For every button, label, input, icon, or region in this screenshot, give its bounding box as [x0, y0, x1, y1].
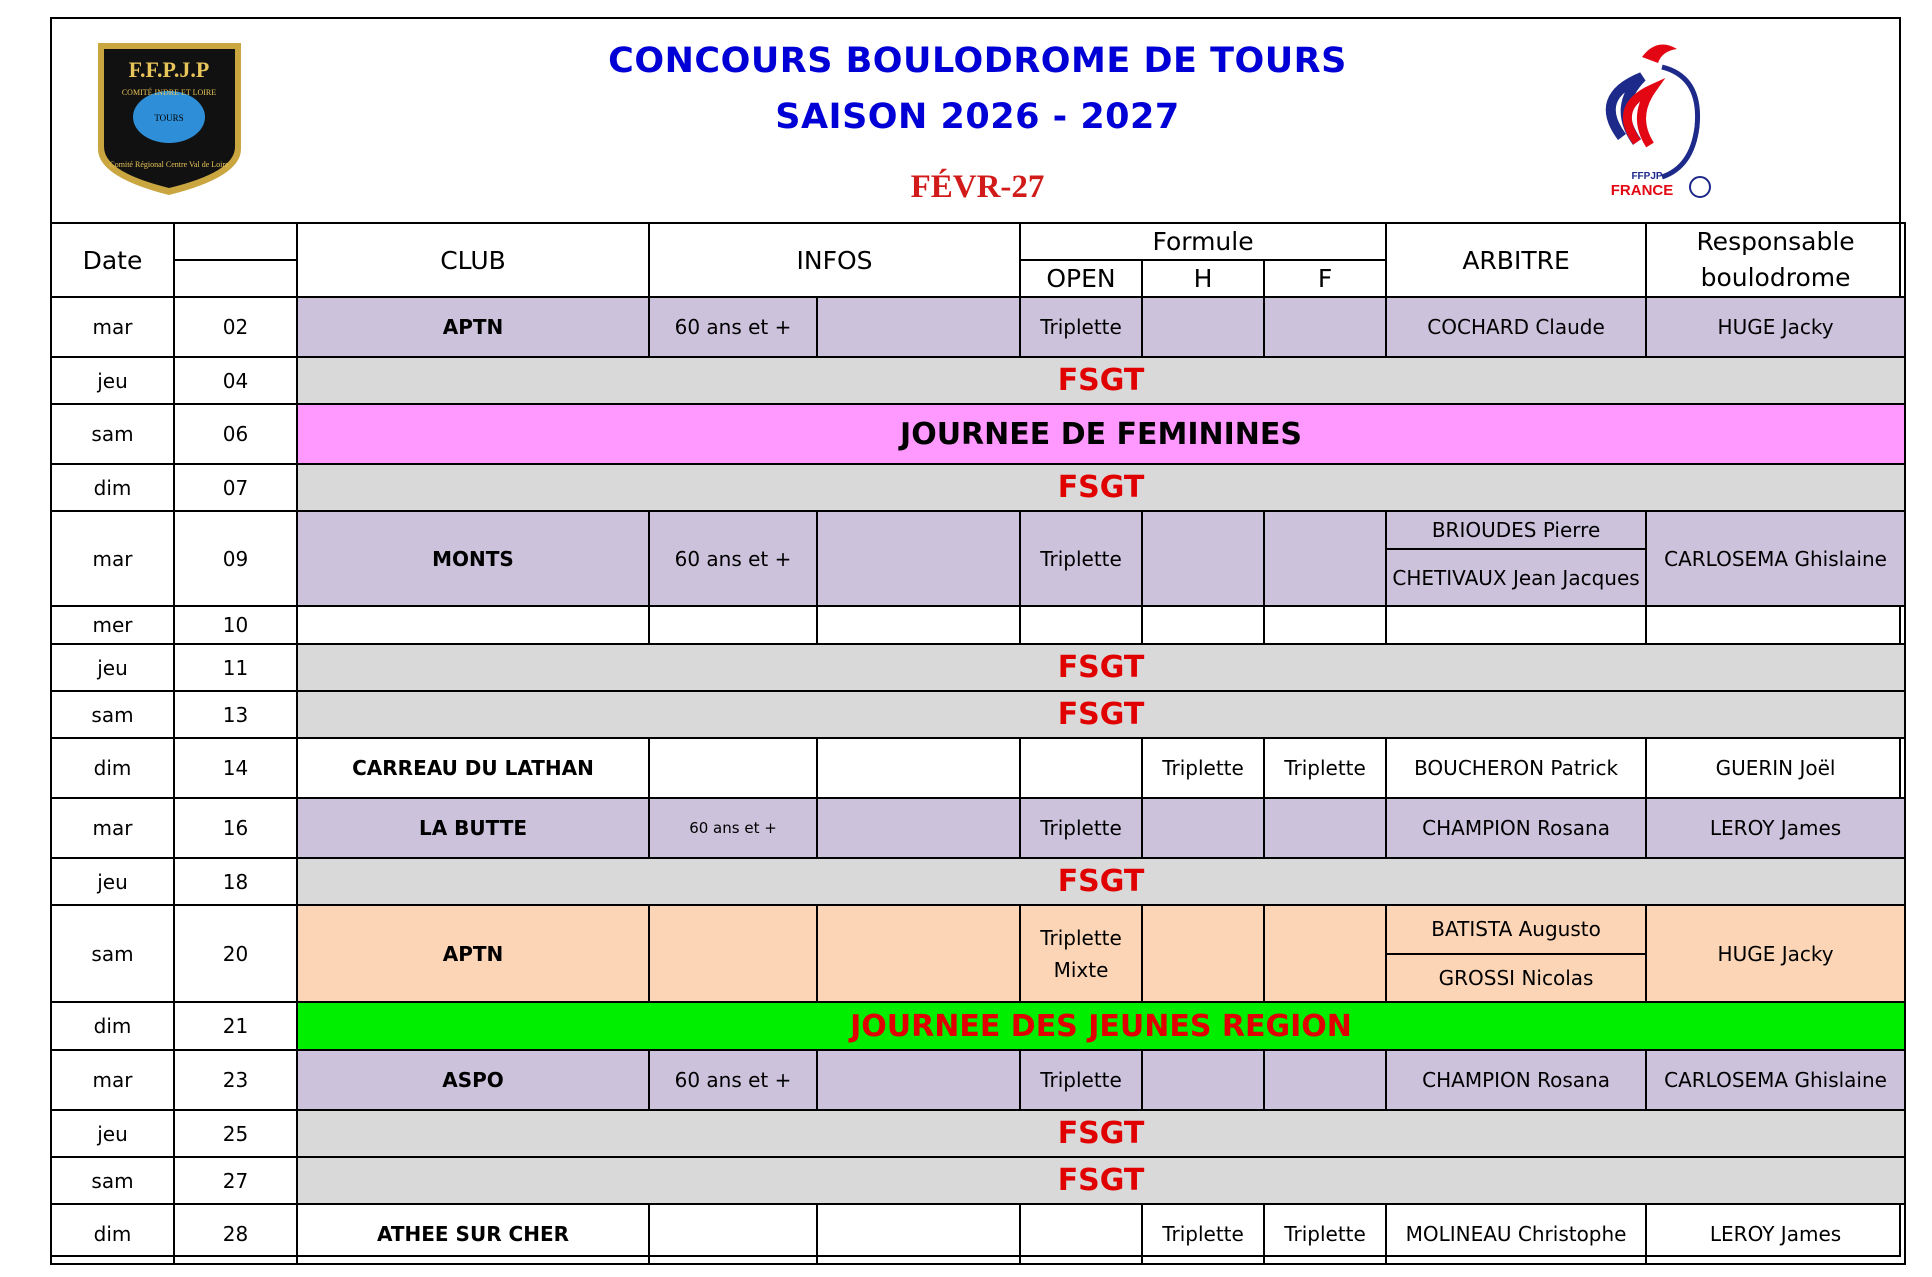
table-row: [51, 1002, 1905, 1050]
svg-text:F.F.P.J.P: F.F.P.J.P: [128, 57, 210, 82]
arbitre-cell: [1386, 905, 1646, 1002]
infos-cell: 60 ans et +: [649, 1050, 817, 1110]
svg-text:TOURS: TOURS: [154, 113, 184, 123]
club-cell: LA BUTTE: [297, 798, 649, 858]
infos-extra-cell: [817, 606, 1020, 644]
day-cell: jeu: [51, 357, 174, 404]
table-row: [51, 357, 1905, 404]
club-cell: CARREAU DU LATHAN: [297, 738, 649, 798]
h-cell: [1142, 511, 1264, 606]
banner-cell: FSGT: [297, 858, 1905, 905]
club-cell: MONTS: [297, 511, 649, 606]
col-arbitre: ARBITRE: [1386, 223, 1646, 297]
responsable-cell: LEROY James: [1646, 798, 1905, 858]
col-responsable: Responsable boulodrome: [1646, 223, 1905, 297]
f-cell: [1264, 511, 1386, 606]
ffpjp-france-rooster-logo: [1582, 37, 1732, 207]
day-cell: mar: [51, 511, 174, 606]
day-cell: jeu: [51, 1110, 174, 1157]
infos-extra-cell: [817, 1050, 1020, 1110]
col-club: CLUB: [297, 223, 649, 297]
date-cell: 02: [174, 297, 297, 357]
infos-cell: 60 ans et +: [649, 297, 817, 357]
date-cell: 10: [174, 606, 297, 644]
header: [52, 19, 1899, 224]
f-cell: [1264, 798, 1386, 858]
responsable-cell: [1646, 606, 1905, 644]
day-cell: mar: [51, 297, 174, 357]
date-cell: 20: [174, 905, 297, 1002]
infos-extra-cell: [817, 905, 1020, 1002]
table-row: [51, 297, 1905, 357]
arbitre-cell: BOUCHERON Patrick: [1386, 738, 1646, 798]
title-line-1: CONCOURS BOULODROME DE TOURS: [608, 41, 1347, 81]
table-row: [51, 404, 1905, 464]
date-cell: 13: [174, 691, 297, 738]
club-cell: ASPO: [297, 1050, 649, 1110]
day-cell: sam: [51, 404, 174, 464]
h-cell: Triplette: [1142, 1204, 1264, 1264]
open-cell: Triplette: [1020, 1050, 1142, 1110]
schedule-table: [50, 222, 1906, 1265]
arbitre-1: BATISTA Augusto: [1431, 917, 1601, 942]
arbitre-cell: [1386, 511, 1646, 606]
open-cell: Triplette: [1020, 798, 1142, 858]
day-cell: sam: [51, 1157, 174, 1204]
day-cell: sam: [51, 905, 174, 1002]
infos-cell: [649, 738, 817, 798]
date-cell: 04: [174, 357, 297, 404]
table-row: [51, 464, 1905, 511]
banner-cell: JOURNEE DE FEMININES: [297, 404, 1905, 464]
arbitre-cell: [1386, 606, 1646, 644]
col-blank-bottom: [174, 260, 297, 297]
day-cell: dim: [51, 1204, 174, 1264]
infos-cell: 60 ans et +: [649, 511, 817, 606]
f-cell: [1264, 1050, 1386, 1110]
h-cell: Triplette: [1142, 738, 1264, 798]
col-open: OPEN: [1020, 260, 1142, 297]
day-cell: mer: [51, 606, 174, 644]
arbitre-1: BRIOUDES Pierre: [1431, 518, 1601, 543]
banner-cell: FSGT: [297, 1157, 1905, 1204]
svg-text:Comité Régional Centre Val de: Comité Régional Centre Val de Loire: [109, 160, 229, 169]
club-cell: ATHEE SUR CHER: [297, 1204, 649, 1264]
date-cell: 11: [174, 644, 297, 691]
arbitre-cell: CHAMPION Rosana: [1386, 798, 1646, 858]
day-cell: mar: [51, 1050, 174, 1110]
date-cell: 25: [174, 1110, 297, 1157]
date-cell: 16: [174, 798, 297, 858]
svg-text:FFPJP: FFPJP: [1631, 171, 1663, 182]
col-infos: INFOS: [649, 223, 1020, 297]
club-cell: APTN: [297, 905, 649, 1002]
open-cell: [1020, 1204, 1142, 1264]
day-cell: sam: [51, 691, 174, 738]
date-cell: 27: [174, 1157, 297, 1204]
arbitre-cell: MOLINEAU Christophe: [1386, 1204, 1646, 1264]
table-row: [51, 1050, 1905, 1110]
table-row: [51, 905, 1905, 1002]
h-cell: [1142, 297, 1264, 357]
day-cell: mar: [51, 798, 174, 858]
date-cell: 21: [174, 1002, 297, 1050]
infos-cell: [649, 905, 817, 1002]
day-cell: jeu: [51, 644, 174, 691]
arbitre-2: CHETIVAUX Jean Jacques: [1387, 548, 1645, 605]
date-cell: 14: [174, 738, 297, 798]
infos-cell: [649, 606, 817, 644]
table-row: [51, 644, 1905, 691]
open-cell: [1020, 738, 1142, 798]
f-cell: Triplette: [1264, 1204, 1386, 1264]
title-line-2: SAISON 2026 - 2027: [775, 97, 1180, 137]
banner-cell: FSGT: [297, 691, 1905, 738]
day-cell: dim: [51, 738, 174, 798]
date-cell: 28: [174, 1204, 297, 1264]
arbitre-2: GROSSI Nicolas: [1387, 953, 1645, 1002]
responsable-cell: CARLOSEMA Ghislaine: [1646, 511, 1905, 606]
banner-cell: FSGT: [297, 644, 1905, 691]
f-cell: Triplette: [1264, 738, 1386, 798]
open-cell: Triplette: [1020, 511, 1142, 606]
day-cell: dim: [51, 1002, 174, 1050]
infos-cell: 60 ans et +: [649, 798, 817, 858]
h-cell: [1142, 1050, 1264, 1110]
banner-cell: FSGT: [297, 1110, 1905, 1157]
month-label: FÉVR-27: [910, 169, 1045, 205]
open-cell: [1020, 606, 1142, 644]
table-row: [51, 858, 1905, 905]
responsable-cell: GUERIN Joël: [1646, 738, 1905, 798]
svg-text:COMITÉ INDRE ET LOIRE: COMITÉ INDRE ET LOIRE: [121, 88, 217, 97]
col-blank-top: [174, 223, 297, 260]
banner-cell: FSGT: [297, 464, 1905, 511]
infos-extra-cell: [817, 1204, 1020, 1264]
h-cell: [1142, 905, 1264, 1002]
f-cell: [1264, 905, 1386, 1002]
table-row: [51, 606, 1905, 644]
club-cell: APTN: [297, 297, 649, 357]
col-date: Date: [51, 223, 174, 297]
arbitre-cell: COCHARD Claude: [1386, 297, 1646, 357]
infos-extra-cell: [817, 297, 1020, 357]
responsable-cell: LEROY James: [1646, 1204, 1905, 1264]
infos-extra-cell: [817, 798, 1020, 858]
banner-cell: JOURNEE DES JEUNES REGION: [297, 1002, 1905, 1050]
table-row: [51, 738, 1905, 798]
date-cell: 06: [174, 404, 297, 464]
open-cell: Triplette: [1020, 297, 1142, 357]
h-cell: [1142, 606, 1264, 644]
responsable-cell: HUGE Jacky: [1646, 297, 1905, 357]
table-row: [51, 511, 1905, 606]
col-formule: Formule: [1020, 223, 1386, 260]
infos-extra-cell: [817, 511, 1020, 606]
table-row: [51, 1157, 1905, 1204]
col-h: H: [1142, 260, 1264, 297]
date-cell: 09: [174, 511, 297, 606]
infos-cell: [649, 1204, 817, 1264]
arbitre-cell: CHAMPION Rosana: [1386, 1050, 1646, 1110]
table-row: [51, 1110, 1905, 1157]
responsable-cell: CARLOSEMA Ghislaine: [1646, 1050, 1905, 1110]
infos-extra-cell: [817, 738, 1020, 798]
f-cell: [1264, 606, 1386, 644]
col-f: F: [1264, 260, 1386, 297]
open-cell: Triplette Mixte: [1020, 905, 1142, 1002]
day-cell: dim: [51, 464, 174, 511]
header-row-1: [51, 223, 1905, 260]
table-row: [51, 691, 1905, 738]
banner-cell: FSGT: [297, 357, 1905, 404]
table-row: [51, 798, 1905, 858]
svg-text:FRANCE: FRANCE: [1610, 182, 1674, 199]
day-cell: jeu: [51, 858, 174, 905]
responsable-cell: HUGE Jacky: [1646, 905, 1905, 1002]
date-cell: 18: [174, 858, 297, 905]
table-row: [51, 1204, 1905, 1264]
h-cell: [1142, 798, 1264, 858]
f-cell: [1264, 297, 1386, 357]
date-cell: 23: [174, 1050, 297, 1110]
club-cell: [297, 606, 649, 644]
date-cell: 07: [174, 464, 297, 511]
